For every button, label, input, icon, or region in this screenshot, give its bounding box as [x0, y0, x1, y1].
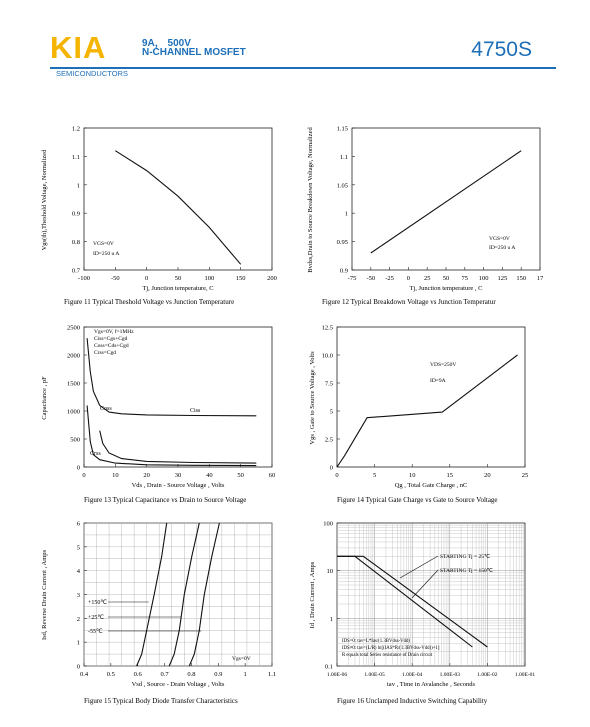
- x-tick-label: 5: [372, 472, 377, 479]
- x-tick-label: 125: [497, 275, 508, 282]
- figure-caption: Figure 15 Typical Body Diode Transfer Characteristics: [84, 697, 238, 705]
- chart-annotation: Crss=Cgd: [94, 350, 117, 356]
- chart-annotation: Vgs=0V: [232, 656, 251, 662]
- y-tick-label: 5: [76, 544, 80, 552]
- series-label: +150℃: [88, 600, 108, 606]
- x-tick-label: 1.00E-03: [439, 672, 460, 678]
- x-tick-label: 0: [335, 472, 339, 479]
- y-tick-label: 1: [76, 639, 80, 647]
- chart-annotation: IDS=0: tav=L*Ias/(1.3BVdss-Vdd): [342, 639, 411, 644]
- x-axis-label: Qg , Total Gate Charge , nC: [394, 482, 468, 489]
- part-number: 4750S: [471, 38, 532, 61]
- y-tick-label: 1: [76, 182, 80, 190]
- series-label: Ciss: [190, 408, 201, 414]
- y-axis-label: Vgs(th),Theshold Voltage, Normalized: [41, 149, 48, 251]
- y-tick-label: 1.1: [71, 153, 80, 161]
- x-tick-label: 20: [143, 472, 150, 479]
- x-tick-label: -75: [347, 275, 357, 282]
- series-label: Coss: [100, 406, 112, 412]
- plot-frame: [337, 327, 525, 467]
- y-tick-label: 1.2: [71, 125, 80, 133]
- y-tick-label: 2.5: [324, 436, 333, 444]
- y-tick-label: 1.15: [336, 125, 348, 133]
- y-tick-label: 0.1: [324, 663, 333, 671]
- x-tick-label: 0.4: [79, 671, 89, 678]
- chart-11: [41, 126, 277, 307]
- x-tick-label: 75: [461, 275, 469, 282]
- series-label: Crss: [90, 451, 101, 457]
- company-subtitle: SEMICONDUCTORS: [56, 69, 128, 78]
- x-tick-label: 25: [423, 275, 431, 282]
- company-logo: KIA: [50, 30, 107, 65]
- annotation-leader: [412, 570, 438, 598]
- annotation-leader: [400, 556, 438, 578]
- x-tick-label: 150: [235, 275, 246, 282]
- y-tick-label: 0.9: [71, 210, 80, 218]
- chart-annotation: Coss=Cds+Cgd: [94, 343, 129, 349]
- y-axis-label: Id , Drain Current , Amps: [309, 561, 316, 629]
- y-tick-label: 0.7: [71, 267, 80, 275]
- x-tick-label: 20: [484, 472, 491, 479]
- y-tick-label: 1.1: [339, 153, 348, 161]
- chart-annotation: VGS=0V: [93, 241, 114, 247]
- y-tick-label: 3: [76, 592, 80, 599]
- x-tick-label: 0: [82, 472, 86, 479]
- y-tick-label: 10: [326, 568, 333, 576]
- chart-annotation: Vgs=0V, f=1MHz: [94, 329, 134, 335]
- x-axis-label: tav , Time in Avalanche , Seconds: [387, 681, 475, 688]
- x-tick-label: 100: [478, 275, 489, 282]
- x-tick-label: 10: [112, 472, 119, 479]
- figure-caption: Figure 12 Typical Breakdown Voltage vs Junction Temperatur: [322, 298, 496, 306]
- chart-annotation: R equals total Series resistance of Drain circuit: [342, 653, 433, 658]
- x-tick-label: 0.6: [133, 671, 142, 678]
- x-tick-label: 150: [516, 275, 527, 282]
- y-tick-label: 0: [329, 464, 333, 472]
- x-tick-label: 10: [408, 472, 416, 479]
- x-tick-label: 50: [237, 472, 244, 479]
- chart-annotation: VGS=0V: [489, 236, 510, 242]
- chart-annotation: Ciss=Cgs+Cgd: [94, 336, 128, 342]
- chart-annotation: ID=250 u A: [489, 245, 516, 251]
- x-tick-label: 1: [243, 671, 247, 678]
- y-tick-label: 7.5: [324, 380, 333, 388]
- x-tick-label: 1.00E-05: [364, 672, 385, 678]
- x-tick-label: 60: [268, 472, 276, 479]
- chart-annotation: ID=9A: [430, 378, 446, 384]
- y-axis-label: Vgs , Gate to Source Voltage , Volts: [309, 351, 316, 445]
- y-tick-label: 1.05: [336, 182, 348, 190]
- figure-caption: Figure 16 Unclamped Inductive Switching Capability: [337, 697, 488, 705]
- series-line: [337, 355, 518, 467]
- x-tick-label: 15: [446, 472, 454, 479]
- x-tick-label: 0.5: [106, 671, 115, 678]
- y-axis-label: Capacitance , pF: [41, 376, 48, 420]
- chart-annotation: STARTING Tj = 150℃: [440, 568, 493, 574]
- x-tick-label: 1.00E-01: [514, 672, 536, 678]
- y-tick-label: 0: [76, 464, 80, 472]
- chart-annotation: ID=250 u A: [93, 251, 120, 257]
- x-axis-label: Tj, Junction temperature , C: [409, 285, 483, 292]
- chart-14: [309, 325, 528, 505]
- x-tick-label: 1.00E-02: [477, 672, 498, 678]
- series-label: -55℃: [88, 629, 103, 635]
- y-tick-label: 5: [329, 408, 333, 416]
- series-line: [87, 405, 256, 465]
- x-tick-label: 100: [204, 275, 215, 282]
- x-tick-label: 50: [174, 275, 182, 282]
- x-tick-label: 1.00E-04: [402, 672, 423, 678]
- x-axis-label: Tj, Junction temperature, C: [142, 285, 214, 292]
- chart-annotation: STARTING Tj = 25℃: [440, 554, 491, 560]
- spec-rating: 9A， 500V: [142, 38, 191, 49]
- x-tick-label: 30: [174, 472, 182, 479]
- chart-12: [307, 126, 544, 307]
- x-tick-label: -50: [366, 275, 376, 282]
- x-tick-label: 50: [442, 275, 450, 282]
- x-tick-label: 200: [267, 275, 277, 282]
- y-tick-label: 1500: [67, 380, 80, 388]
- y-tick-label: 0.95: [336, 239, 348, 247]
- x-tick-label: 1.00E-06: [326, 672, 348, 678]
- y-tick-label: 0.9: [339, 267, 348, 275]
- x-axis-label: Vds , Drain - Source Voltage , Volts: [131, 482, 225, 489]
- x-tick-label: 17: [536, 275, 544, 282]
- plot-frame: [84, 128, 272, 270]
- y-tick-label: 1: [329, 615, 333, 623]
- x-tick-label: -25: [385, 275, 394, 282]
- series-line: [115, 151, 240, 265]
- y-tick-label: 1000: [67, 408, 80, 416]
- chart-annotation: IDS≠0: tav=(L/R) ln[(IAS*R/(1.3BVdss-Vdd))+1]: [342, 646, 440, 651]
- figure-caption: Figure 11 Typical Theshold Voltage vs Junction Temperature: [64, 298, 235, 306]
- x-tick-label: 1.1: [267, 671, 277, 678]
- x-axis-label: Vsd , Source - Drain Voltage , Volts: [131, 681, 225, 688]
- figure-caption: Figure 14 Typical Gate Charge vs Gate to Source Voltage: [337, 496, 498, 504]
- series-label: +25℃: [88, 615, 105, 621]
- x-tick-label: 0.9: [214, 671, 223, 678]
- y-tick-label: 2: [76, 615, 80, 623]
- y-tick-label: 2000: [67, 352, 80, 360]
- x-tick-label: 40: [206, 472, 213, 479]
- y-tick-label: 4: [76, 568, 80, 576]
- chart-13: [41, 325, 275, 505]
- x-tick-label: 25: [521, 472, 529, 479]
- figure-caption: Figure 13 Typical Capacitance vs Drain to Source Voltage: [84, 496, 247, 504]
- chart-16: [309, 521, 535, 706]
- x-tick-label: 0.8: [187, 671, 196, 678]
- x-tick-label: -50: [110, 275, 120, 282]
- y-tick-label: 6: [76, 520, 80, 528]
- chart-annotation: VDS=250V: [430, 362, 457, 368]
- x-tick-label: -100: [78, 275, 90, 282]
- y-axis-label: Isd, Reverse Drain Current , Amps: [41, 549, 48, 641]
- x-tick-label: 0.7: [160, 671, 169, 678]
- chart-15: [41, 521, 276, 706]
- y-tick-label: 100: [323, 520, 333, 528]
- y-tick-label: 1: [344, 210, 348, 218]
- x-tick-label: 0: [406, 275, 411, 282]
- series-line: [100, 431, 257, 464]
- y-tick-label: 2500: [67, 324, 80, 332]
- x-tick-label: 0: [145, 275, 149, 282]
- y-tick-label: 12.5: [321, 324, 333, 332]
- y-tick-label: 0: [76, 663, 80, 671]
- plot-frame: [337, 523, 525, 666]
- y-tick-label: 10.0: [321, 352, 333, 360]
- y-axis-label: Bvdss,Drain to Source Breakdown Voltage, Normalized: [307, 127, 314, 273]
- spec-type: N-CHANNEL MOSFET: [142, 47, 246, 58]
- y-tick-label: 500: [70, 436, 80, 444]
- y-tick-label: 0.8: [71, 239, 80, 247]
